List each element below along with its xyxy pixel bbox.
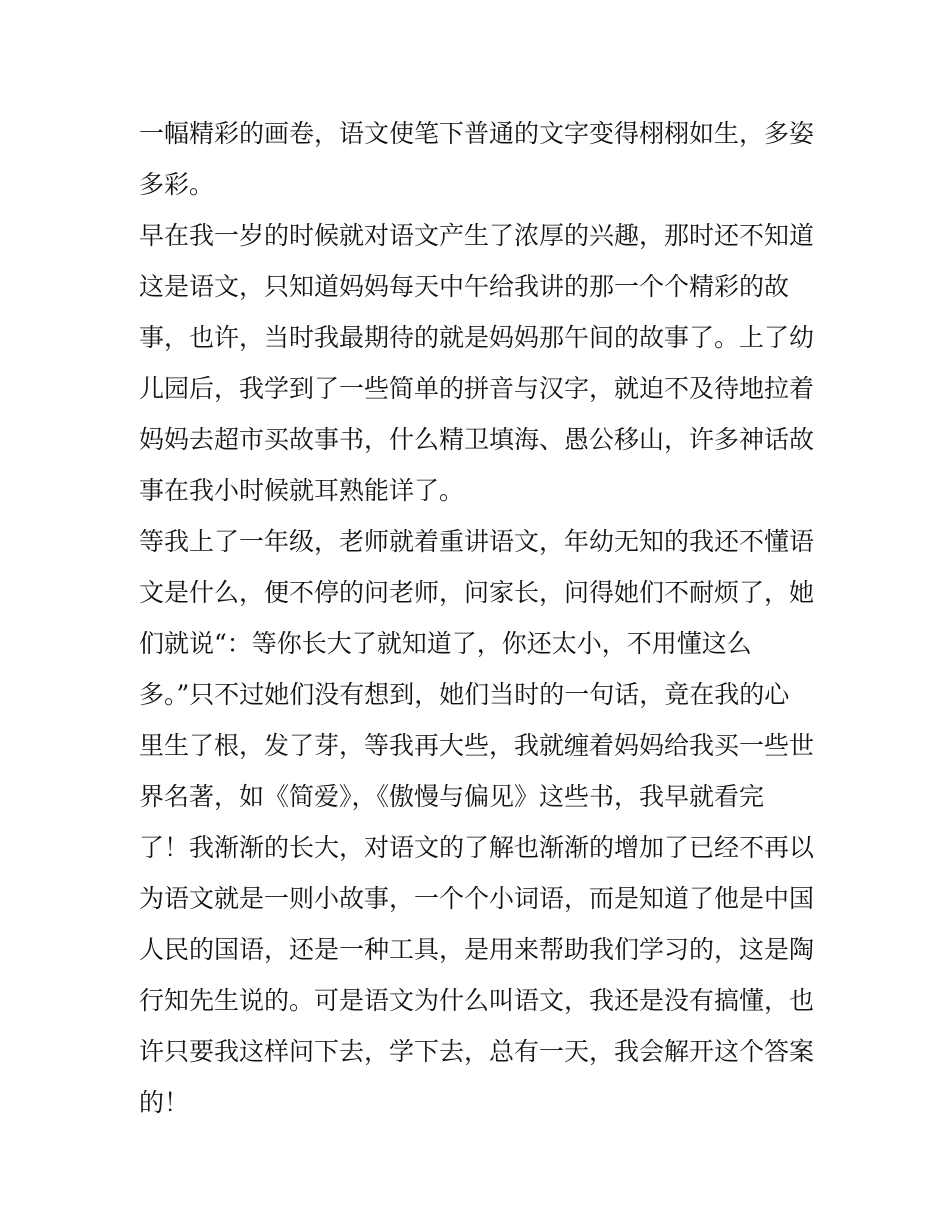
text-line: 们就说“：等你长大了就知道了，你还太小，不用懂这么 — [139, 629, 752, 658]
text-line: 多彩。 — [139, 170, 215, 199]
text-line: 事，也许，当时我最期待的就是妈妈那午间的故事了。上了幼 — [139, 323, 815, 352]
text-line: 这是语文，只知道妈妈每天中午给我讲的那一个个精彩的故 — [139, 272, 790, 301]
text-line: 事在我小时候就耳熟能详了。 — [139, 476, 465, 505]
text-line: 行知先生说的。可是语文为什么叫语文，我还是没有搞懂，也 — [139, 986, 815, 1015]
text-line: 文是什么，便不停的问老师，问家长，问得她们不耐烦了，她 — [139, 578, 815, 607]
text-line: 儿园后，我学到了一些简单的拼音与汉字，就迫不及待地拉着 — [139, 374, 815, 403]
text-line: 许只要我这样问下去，学下去，总有一天，我会解开这个答案 — [139, 1037, 815, 1066]
text-line: 早在我一岁的时候就对语文产生了浓厚的兴趣，那时还不知道 — [139, 221, 815, 250]
text-line: 妈妈去超市买故事书，什么精卫填海、愚公移山，许多神话故 — [139, 425, 815, 454]
text-line: 了！我渐渐的长大，对语文的了解也渐渐的增加了已经不再以 — [139, 833, 815, 862]
text-line: 为语文就是一则小故事，一个个小词语，而是知道了他是中国 — [139, 884, 815, 913]
text-line: 多。”只不过她们没有想到，她们当时的一句话，竟在我的心 — [139, 680, 790, 709]
text-line: 界名著，如《简爱》，《傲慢与偏见》这些书，我早就看完 — [139, 782, 765, 811]
text-line: 一幅精彩的画卷，语文使笔下普通的文字变得栩栩如生，多姿 — [139, 119, 815, 148]
text-line: 的！ — [139, 1088, 190, 1117]
document-body — [139, 108, 819, 1128]
text-line: 等我上了一年级，老师就着重讲语文，年幼无知的我还不懂语 — [139, 527, 815, 556]
text-line: 人民的国语，还是一种工具，是用来帮助我们学习的，这是陶 — [139, 935, 815, 964]
text-line: 里生了根，发了芽，等我再大些，我就缠着妈妈给我买一些世 — [139, 731, 815, 760]
